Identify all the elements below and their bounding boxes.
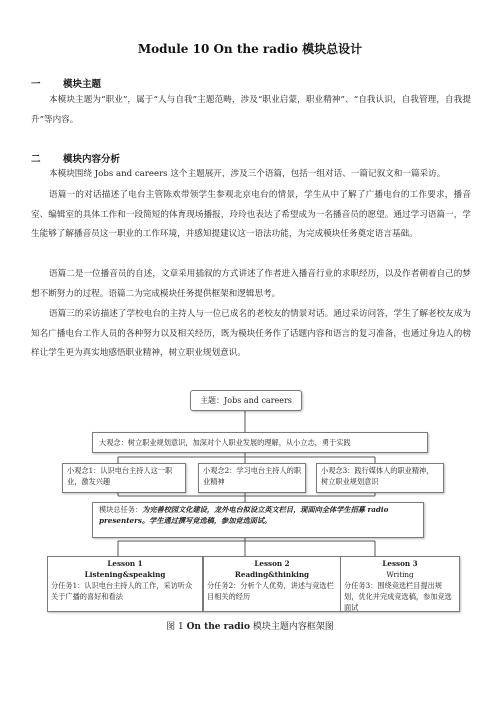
section2-paragraph-1: 本模块围绕 Jobs and careers 这个主题展开，涉及三个语篇，包括一组对话、一篇记叙文和一篇采访。 <box>49 169 446 179</box>
section2-title: 模块内容分析 <box>63 154 121 165</box>
lesson-1-title: Lesson 1 <box>107 559 143 568</box>
lesson-3-task: 分任务3：围绕竞选栏目提出规划，优化并完成竞选稿，参加竞选面试 <box>344 581 452 612</box>
caption-suffix: 模块主题内容框架图 <box>252 622 334 632</box>
diagram-theme-box: 主题：Jobs and careers <box>190 390 302 411</box>
page-title: Module 10 On the radio 模块总设计 <box>137 42 363 56</box>
caption-bold: On the radio <box>186 622 250 632</box>
diagram-lesson-3 <box>340 556 460 612</box>
lesson-1-task: 分任务1：认识电台主持人的工作，采访听众关于广播的喜好和看法 <box>51 581 193 601</box>
section1-text: 本模块主题为“职业”，属于“人与自我”主题范畴，涉及“职业启蒙，职业精神”、“自我认识，自我管理，自我提升”等内容。 <box>31 95 471 125</box>
module-task-label: 模块总任务： <box>99 505 143 514</box>
section2-number: 二 <box>31 154 41 165</box>
figure-caption <box>0 619 500 632</box>
section2-paragraph-4: 语篇三的采访描述了学校电台的主持人与一位已成名的老校友的情景对话。通过采访问答，学生了解老校友成为知名广播电台工作人员的各种努力以及相关经历，既为模块任务作了话题内容和语言的复习准备，也通过身边人的榜样让学生更为真实地感悟职业精神，树立职业规划意识。 <box>31 309 471 358</box>
diagram-small-idea-3: 小观念3：践行媒体人的职业精神，树立职业规划意识 <box>316 463 444 493</box>
module-task-text: 为完善校园文化建设，龙外电台拟设立英文栏目，现面向全体学生招募 radio presenters。学生通过撰写竞选稿，参加竞选面试。 <box>99 505 389 525</box>
diagram-lesson-1 <box>47 556 203 612</box>
section1-title: 模块主题 <box>63 79 102 90</box>
lesson-2-task: 分任务2：分析个人优势，讲述与竞选栏目相关的经历 <box>207 581 334 601</box>
lesson-2-subtitle: Reading&thinking <box>234 570 310 579</box>
lesson-1-subtitle: Listening&speaking <box>84 570 166 579</box>
section2-paragraph-3: 语篇二是一位播音员的自述，文章采用插叙的方式讲述了作者进入播音行业的求职经历，以及作者朝着自己的梦想不断努力的过程。语篇二为完成模块任务提供框架和逻辑思考。 <box>31 269 471 299</box>
diagram-big-idea-box: 大观念：树立职业规划意识，加深对个人职业发展的理解，从小立志，勇于实践 <box>92 432 428 453</box>
lesson-3-subtitle: Writing <box>386 570 414 579</box>
section1-number: 一 <box>31 79 41 90</box>
diagram-small-idea-1: 小观念1：认识电台主持人这一职业，激发兴趣 <box>62 463 186 493</box>
caption-prefix: 图 1 <box>166 622 184 632</box>
lesson-3-title: Lesson 3 <box>382 559 418 568</box>
diagram-lesson-2 <box>203 556 341 612</box>
lesson-2-title: Lesson 2 <box>254 559 290 568</box>
section2-paragraph-2: 语篇一的对话描述了电台主管陈欢带领学生参观北京电台的情景，学生从中了解了广播电台的工作要求，播音室、编辑室的具体工作和一段简短的体育现场播报，玲玲也表达了希望成为一名播音员的愿望。通过学习语篇一，学生能够了解播音员这一职业的工作环境，并感知提建议这一语法功能，为完成模块任务奠定语言基础。 <box>31 190 471 239</box>
diagram-module-task-box <box>92 502 424 538</box>
diagram-small-idea-2: 小观念2：学习电台主持人的职业精神 <box>198 463 306 493</box>
